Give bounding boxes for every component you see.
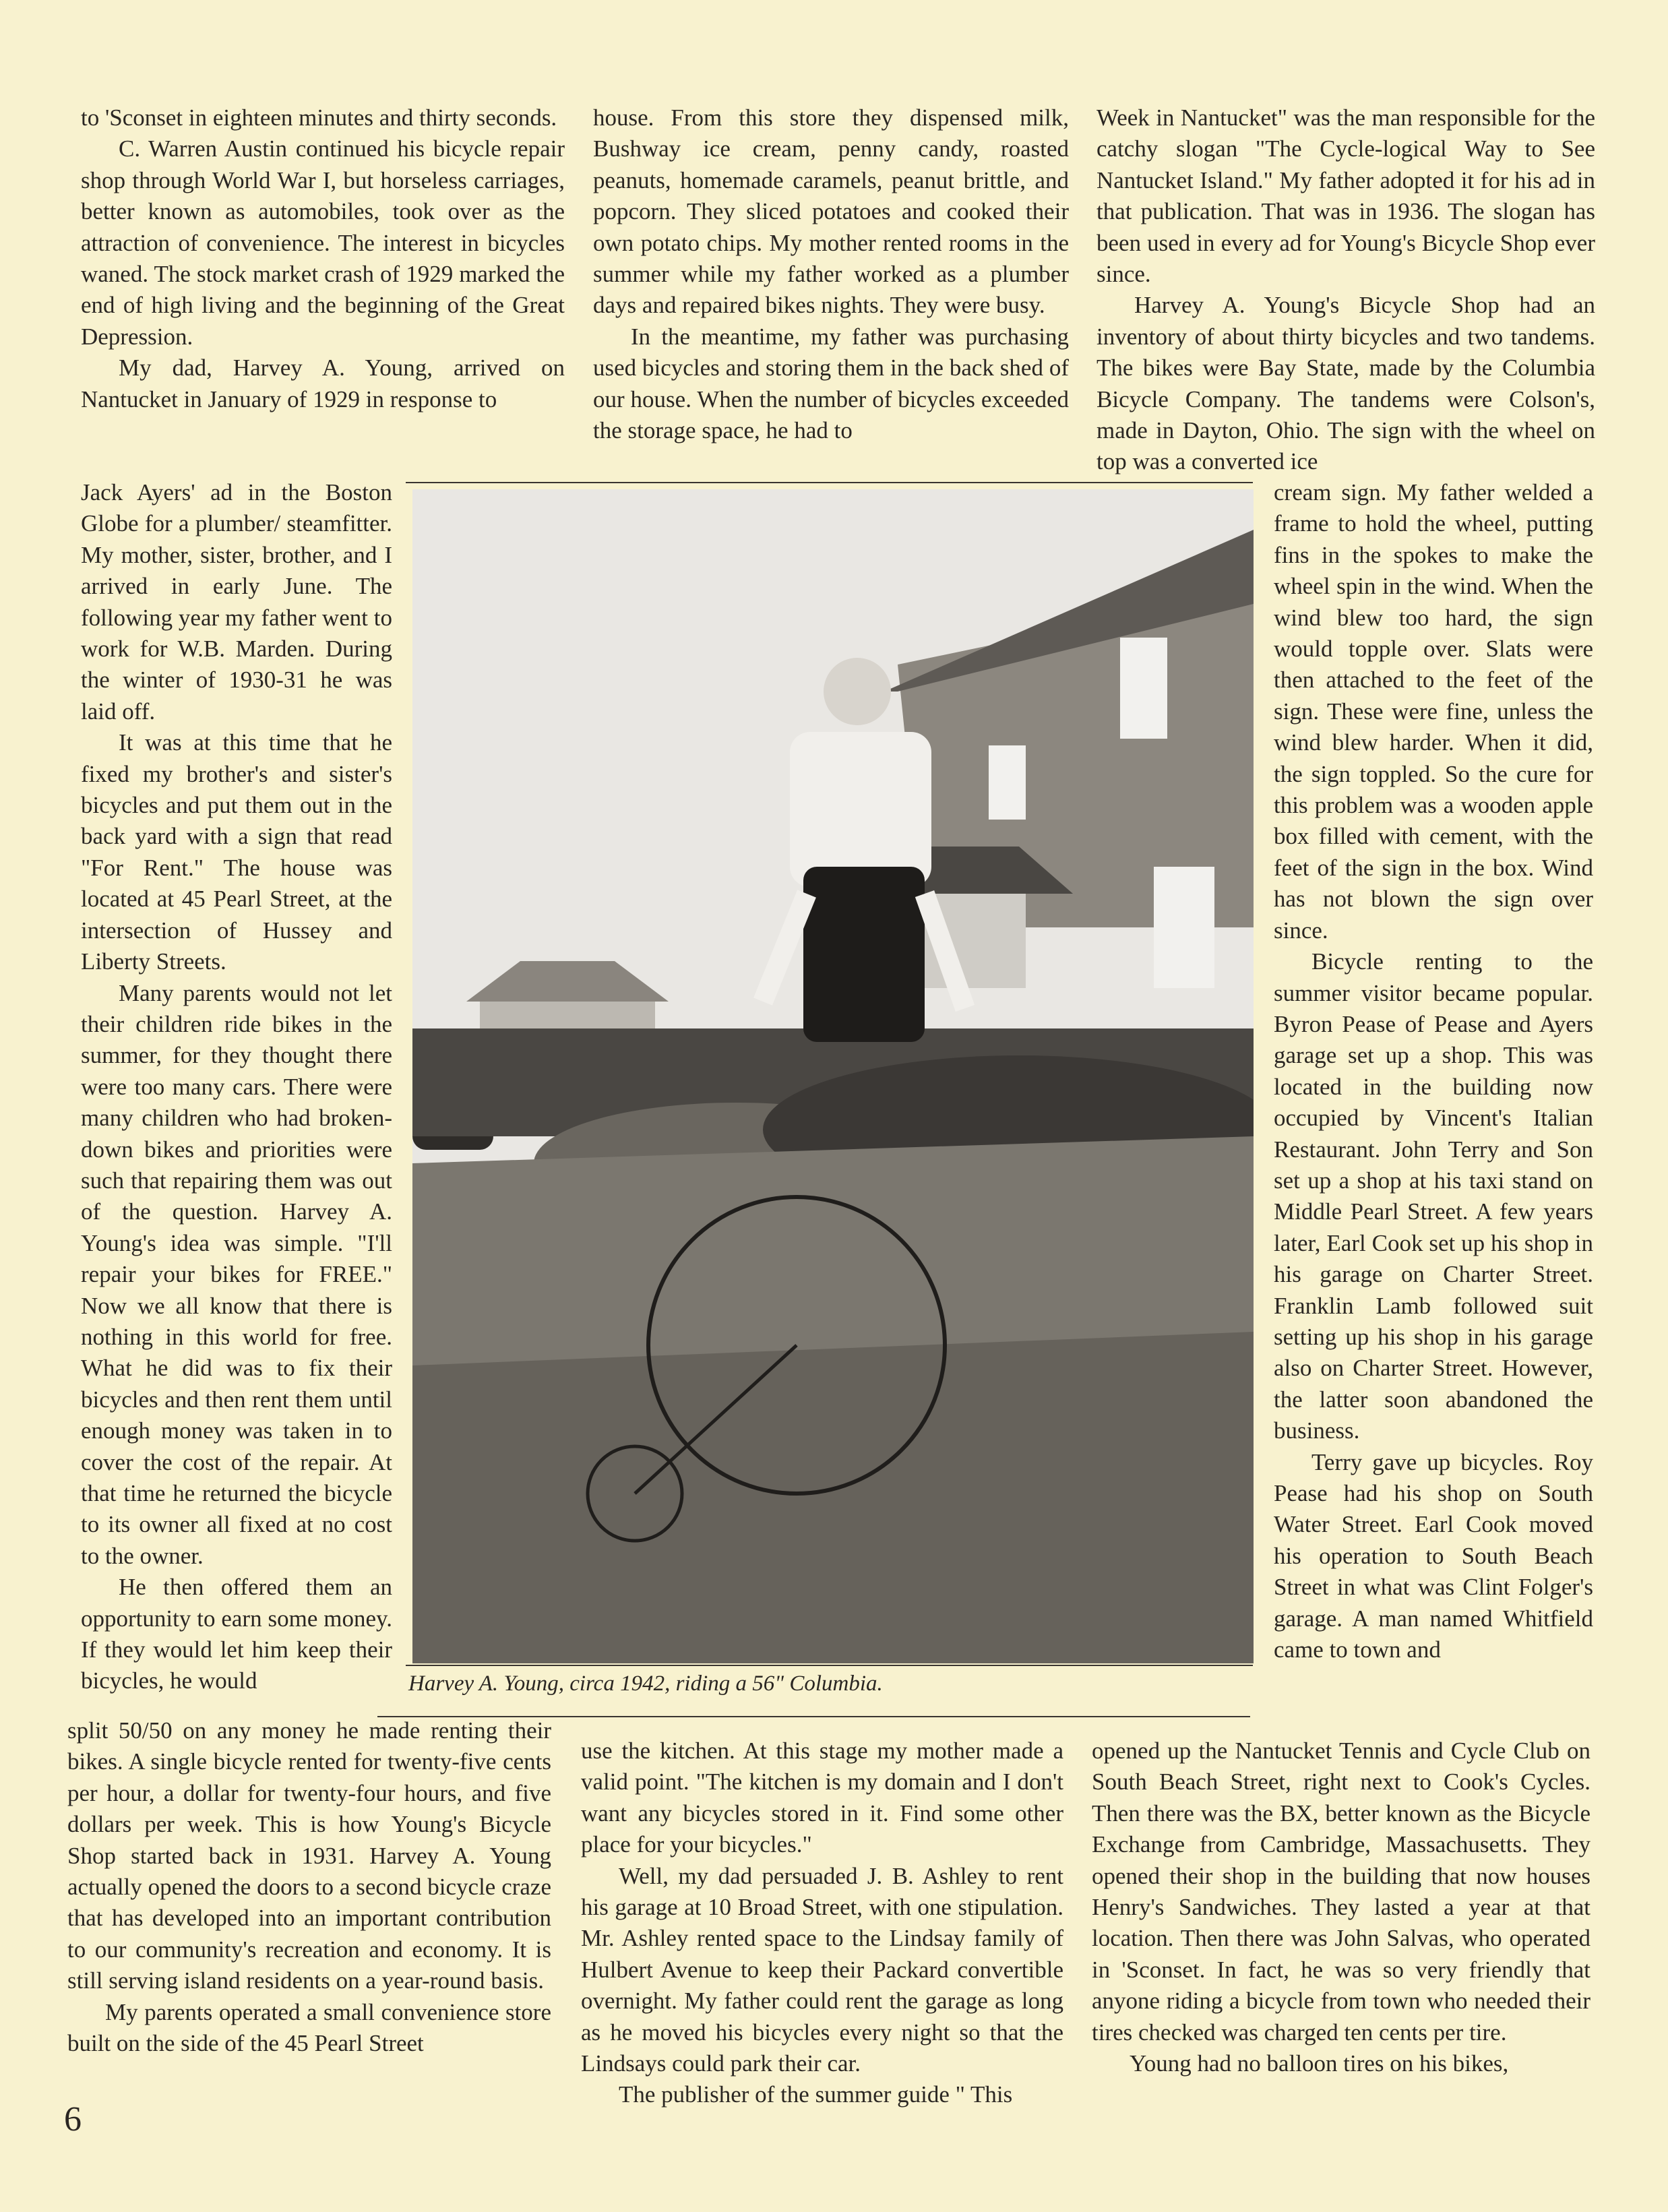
column-left-bottom bbox=[67, 1715, 551, 2059]
column-right-bottom bbox=[1092, 1735, 1590, 2079]
paragraph: cream sign. My father welded a frame to hold the wheel, putting fins in the spokes to make the wheel spin in the wind. When the wind blew too hard, the sign would topple over. Slats were then attached to the feet of the sign. These were fine, unless the wind blew harder. When it did, the sign toppled. So the cure for this problem was a wooden apple box filled with cement, with the feet of the sign in the box. Wind has not blown the sign over since. bbox=[1274, 479, 1593, 944]
column-right-top bbox=[1096, 102, 1595, 478]
paragraph: Young had no balloon tires on his bikes, bbox=[1130, 2050, 1509, 2077]
paragraph: It was at this time that he fixed my brother's and sister's bicycles and put them out in the back yard with a sign that read "For Rent." The house was located at 45 Pearl Street, at the intersection of Hussey and Liberty Streets. bbox=[81, 729, 392, 975]
paragraph: Many parents would not let their children ride bikes in the summer, for they thought there were too many cars. There were many children who had broken-down bikes and priorities were such that repairing them was out of the question. Harvey A. Young's idea was simple. "I'll repair your bikes for FREE." Now we all know that there is nothing in this world for free. What he did was to fix their bicycles and then rent them until enough money was taken in to cover the cost of the repair. At that time he returned the bicycle to its owner all fixed at no cost to the owner. bbox=[81, 979, 392, 1569]
paragraph: In the meantime, my father was purchasing used bicycles and storing them in the back shed of our house. When the number of bicycles exceeded the storage space, he had to bbox=[593, 323, 1069, 444]
paragraph: house. From this store they dispensed milk, Bushway ice cream, penny candy, roasted peanuts, homemade caramels, peanut brittle, and popcorn. They sliced potatoes and cooked their own potato chips. My mother rented rooms in the summer while my father worked as a plumber days and repaired bikes nights. They were busy. bbox=[593, 104, 1069, 319]
photo bbox=[412, 489, 1254, 1663]
paragraph: use the kitchen. At this stage my mother made a valid point. "The kitchen is my domain and I don't want any bicycles stored in it. Find some other place for your bicycles." bbox=[581, 1738, 1063, 1858]
photo-illustration bbox=[412, 489, 1254, 1663]
page-number: 6 bbox=[64, 2100, 82, 2139]
column-middle-bottom bbox=[581, 1735, 1063, 2111]
column-left-top bbox=[81, 102, 565, 415]
paragraph: Well, my dad persuaded J. B. Ashley to rent his garage at 10 Broad Street, with one stipulation. Mr. Ashley rented space to the Lindsay family of Hulbert Avenue to keep their Packard convertible overnight. My father could rent the garage as long as he moved his bicycles every night so that the Lindsays could park their car. bbox=[581, 1862, 1063, 2077]
paragraph: Terry gave up bicycles. Roy Pease had his shop on South Water Street. Earl Cook moved his operation to South Beach Street in what was Clint Folger's garage. A man named Whitfield came to town and bbox=[1274, 1448, 1593, 1663]
paragraph: Week in Nantucket" was the man responsible for the catchy slogan "The Cycle-logical Way to See Nantucket Island." My father adopted it for his ad in that publication. That was in 1936. The slogan has been used in every ad for Young's Bicycle Shop ever since. bbox=[1096, 104, 1595, 288]
caption-rule bbox=[377, 1716, 1250, 1717]
photo-caption: Harvey A. Young, circa 1942, riding a 56" Columbia. bbox=[408, 1671, 883, 1696]
column-left-wrap bbox=[81, 477, 392, 1697]
column-middle-top bbox=[593, 102, 1069, 446]
paragraph: He then offered them an opportunity to earn some money. If they would let him keep their bicycles, he would bbox=[81, 1574, 392, 1694]
paragraph: to 'Sconset in eighteen minutes and thirty seconds. bbox=[81, 104, 557, 131]
paragraph: split 50/50 on any money he made renting their bikes. A single bicycle rented for twenty-five cents per hour, a dollar for twenty-four hours, and five dollars per week. This is how Young's Bicycle Shop started back in 1931. Harvey A. Young actually opened the doors to a second bicycle craze that has developed into an important contribution to our community's recreation and economy. It is still serving island residents on a year-round basis. bbox=[67, 1717, 551, 1994]
paragraph: Bicycle renting to the summer visitor became popular. Byron Pease of Pease and Ayers garage set up a shop. This was located in the building now occupied by Vincent's Italian Restaurant. John Terry and Son set up a shop at his taxi stand on Middle Pearl Street. A few years later, Earl Cook set up his shop in his garage on Charter Street. Franklin Lamb followed suit setting up his shop in his garage also on Charter Street. However, the latter soon abandoned the business. bbox=[1274, 948, 1593, 1444]
paragraph: My parents operated a small convenience store built on the side of the 45 Pearl Street bbox=[67, 1998, 551, 2057]
paragraph: Jack Ayers' ad in the Boston Globe for a plumber/ steamfitter. My mother, sister, brother, and I arrived in early June. The following year my father went to work for W.B. Marden. During the winter of 1930-31 he was laid off. bbox=[81, 479, 392, 725]
column-right-wrap bbox=[1274, 477, 1593, 1665]
paragraph: My dad, Harvey A. Young, arrived on Nantucket in January of 1929 in response to bbox=[81, 355, 565, 412]
paragraph: C. Warren Austin continued his bicycle repair shop through World War I, but horseless carriages, better known as automobiles, took over as the attraction of convenience. The interest in bicycles waned. The stock market crash of 1929 marked the end of high living and the beginning of the Great Depression. bbox=[81, 135, 565, 350]
paragraph: Harvey A. Young's Bicycle Shop had an inventory of about thirty bicycles and two tandems. The bikes were Bay State, made by the Columbia Bicycle Company. The tandems were Colson's, made in Dayton, Ohio. The sign with the wheel on top was a converted ice bbox=[1096, 292, 1595, 475]
paragraph: opened up the Nantucket Tennis and Cycle Club on South Beach Street, right next to Cook's Cycles. Then there was the BX, better known as the Bicycle Exchange from Cambridge, Massachusetts. They opened their shop in the building that now houses Henry's Sandwiches. They lasted a year at that location. Then there was John Salvas, who operated in 'Sconset. In fact, he was so very friendly that anyone riding a bicycle from town who needed their tires checked was charged ten cents per tire. bbox=[1092, 1738, 1590, 2046]
paragraph: The publisher of the summer guide " This bbox=[619, 2081, 1013, 2108]
